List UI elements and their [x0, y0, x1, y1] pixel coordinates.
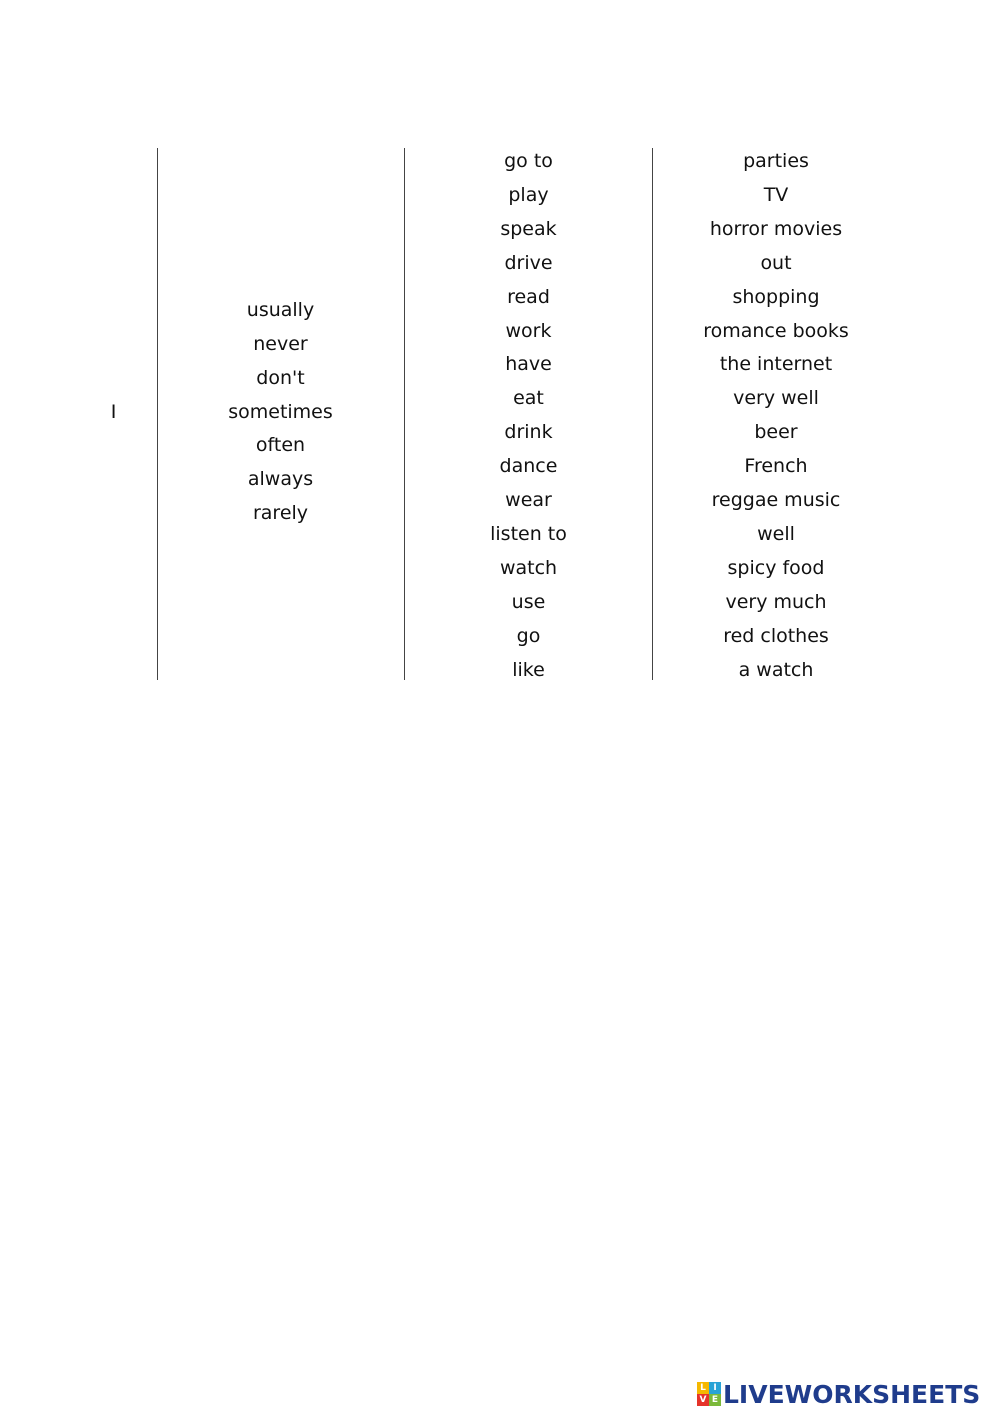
object-item: romance books: [703, 319, 849, 342]
adverb-item: don't: [256, 366, 305, 389]
logo-wordmark: LIVEWORKSHEETS: [723, 1379, 981, 1409]
verb-item: like: [512, 658, 545, 681]
verb-item: use: [511, 590, 546, 613]
object-item: very well: [733, 387, 819, 410]
verb-item: drink: [504, 421, 553, 444]
logo-mark-letter: E: [709, 1394, 721, 1406]
verb-item: watch: [499, 556, 558, 579]
logo-mark-letter: V: [697, 1394, 709, 1406]
verb-item: speak: [500, 217, 557, 240]
objects-column: [652, 145, 900, 680]
sentence-builder-table: [70, 145, 900, 680]
object-item: TV: [763, 183, 789, 206]
adverb-item: never: [253, 332, 308, 355]
object-item: beer: [754, 421, 798, 444]
adverb-item: often: [255, 434, 306, 457]
object-item: reggae music: [711, 489, 841, 512]
object-item: a watch: [738, 658, 814, 681]
adverb-item: always: [247, 468, 314, 491]
verb-item: eat: [513, 387, 544, 410]
liveworksheets-logo: [697, 1378, 980, 1410]
object-item: very much: [725, 590, 827, 613]
object-item: out: [760, 251, 792, 274]
object-item: French: [744, 455, 808, 478]
verb-item: listen to: [490, 522, 567, 545]
liveworksheets-logo-icon: [697, 1382, 721, 1406]
object-item: red clothes: [723, 624, 829, 647]
adverb-item: sometimes: [228, 400, 333, 423]
verb-item: have: [505, 353, 552, 376]
object-item: parties: [743, 150, 809, 172]
subject-cell: I: [110, 400, 117, 423]
object-item: the internet: [719, 353, 833, 376]
verb-item: go to: [504, 150, 553, 172]
verb-item: play: [508, 183, 549, 206]
object-item: well: [757, 522, 795, 545]
logo-mark-letter: L: [697, 1382, 709, 1394]
verb-item: read: [507, 285, 550, 308]
adverb-item: rarely: [252, 502, 309, 525]
object-item: horror movies: [709, 217, 843, 240]
logo-mark-letter: I: [709, 1382, 721, 1394]
adverb-item: usually: [246, 298, 315, 321]
verb-item: go: [516, 624, 541, 647]
adverbs-column: [157, 145, 404, 680]
object-item: shopping: [732, 285, 820, 308]
verb-item: drive: [504, 251, 553, 274]
verb-item: work: [505, 319, 552, 342]
verb-item: dance: [499, 455, 558, 478]
object-item: spicy food: [727, 556, 825, 579]
verb-item: wear: [505, 489, 552, 512]
verbs-column: [405, 145, 652, 680]
subject-column: [70, 145, 157, 680]
